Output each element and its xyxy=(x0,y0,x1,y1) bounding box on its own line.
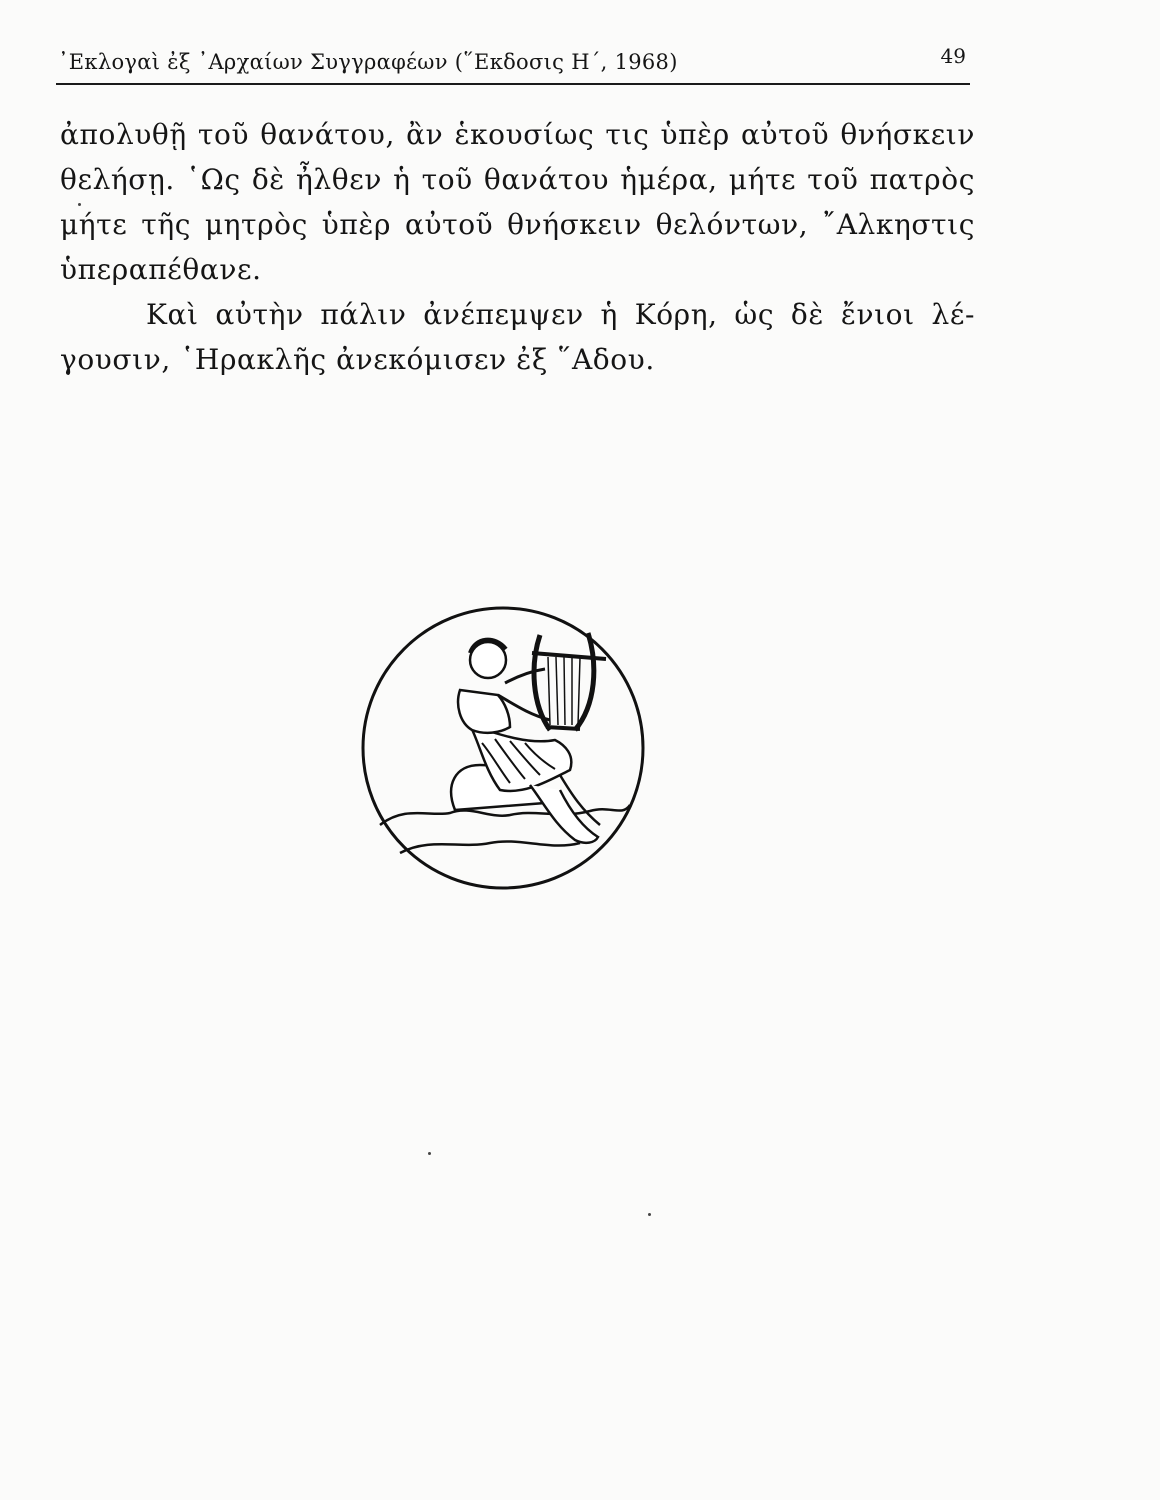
text-line-5: Καὶ αὐτὴν πάλιν ἀνέπεμψεν ἡ Κόρη, ὡς δὲ ἔνιοι λέ- xyxy=(146,298,975,331)
header-rule xyxy=(56,83,970,85)
running-title: ᾿Εκλογαὶ ἐξ ᾿Αρχαίων Συγγραφέων (῞Εκδοσις Η΄, 1968) xyxy=(58,50,678,74)
running-head xyxy=(58,44,970,78)
lyre-player-medallion-icon xyxy=(360,605,646,891)
text-line-3: μήτε τῆς μητρὸς ὑπὲρ αὐτοῦ θνήσκειν θελόντων, ῎Αλκηστις xyxy=(60,208,975,241)
speck xyxy=(648,1213,651,1216)
body-text xyxy=(60,112,975,382)
text-line-6: γουσιν, ῾Ηρακλῆς ἀνεκόμισεν ἐξ ῞Αδου. xyxy=(60,343,655,376)
text-line-1: ἀπολυθῇ τοῦ θανάτου, ἂν ἑκουσίως τις ὑπὲρ αὐτοῦ θνήσκειν xyxy=(60,118,975,151)
page-number: 49 xyxy=(940,44,966,68)
text-line-4: ὑπεραπέθανε. xyxy=(60,253,262,286)
speck xyxy=(428,1152,431,1155)
text-line-2: θελήσῃ. ῾Ως δὲ ἦλθεν ἡ τοῦ θανάτου ἡμέρα, μήτε τοῦ πατρὸς xyxy=(60,163,975,196)
speck xyxy=(78,203,81,206)
